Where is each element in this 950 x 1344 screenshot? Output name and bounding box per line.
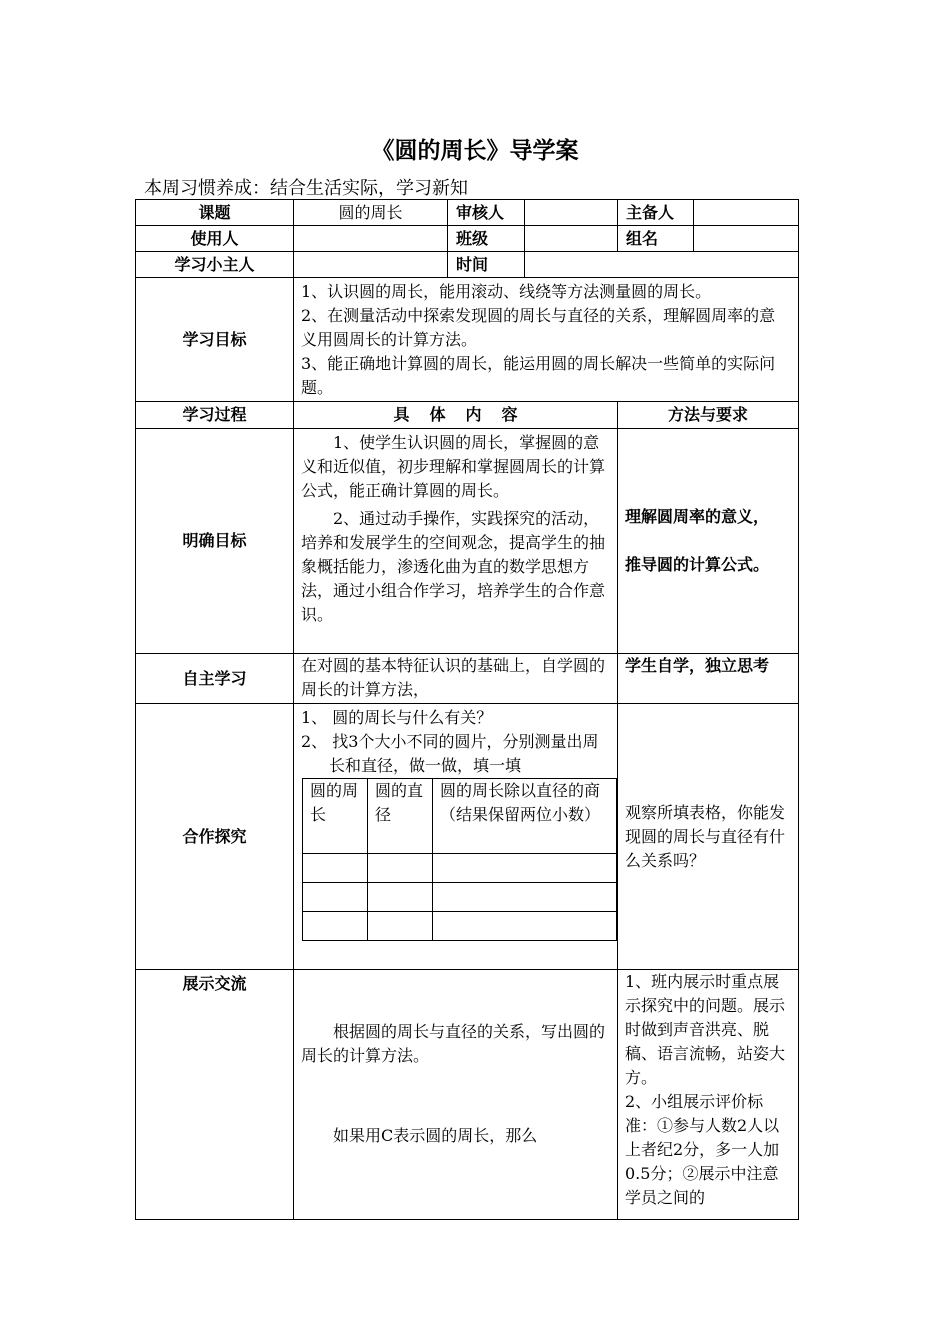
clear-goals-row — [136, 429, 799, 654]
cooperate-q2: 2、 找3个大小不同的圆片，分别测量出周长和直径，做一做，填一填 — [301, 732, 599, 775]
info-row-topic — [136, 200, 799, 226]
measure-cell[interactable] — [303, 854, 368, 883]
cooperate-row — [136, 704, 799, 970]
cooperate-method: 观察所填表格，你能发现圆的周长与直径有什么关系吗？ — [618, 704, 799, 970]
time-label: 时间 — [448, 252, 525, 278]
self-study-content: 在对圆的基本特征认识的基础上，自学圆的周长的计算方法， — [294, 654, 618, 704]
self-study-row — [136, 654, 799, 704]
host-label: 学习小主人 — [136, 252, 294, 278]
measure-header-quotient: 圆的周长除以直径的商（结果保留两位小数） — [433, 779, 617, 854]
clear-goals-content — [294, 429, 618, 654]
show-label: 展示交流 — [136, 970, 294, 1220]
header-row — [136, 402, 799, 429]
measure-cell[interactable] — [368, 912, 433, 941]
measure-cell[interactable] — [368, 883, 433, 912]
user-value[interactable] — [294, 226, 448, 252]
clear-goals-label: 明确目标 — [136, 429, 294, 654]
clear-goals-method-1: 理解圆周率的意义， — [625, 507, 770, 526]
main-preparer-label: 主备人 — [618, 200, 694, 226]
goals-content — [294, 278, 799, 402]
class-label: 班级 — [448, 226, 525, 252]
content-header — [294, 402, 618, 429]
measure-header-circumference: 圆的周长 — [303, 779, 368, 854]
clear-goals-method — [618, 429, 799, 654]
measure-cell[interactable] — [368, 854, 433, 883]
cooperate-q1: 1、 圆的周长与什么有关？ — [301, 708, 493, 727]
show-p1: 根据圆的周长与直径的关系，写出圆的周长的计算方法。 — [301, 1022, 606, 1065]
measure-table-row — [303, 912, 617, 941]
info-row-user — [136, 226, 799, 252]
measure-table — [302, 778, 617, 941]
reviewer-value[interactable] — [525, 200, 618, 226]
goal-item: 1、认识圆的周长，能用滚动、线绕等方法测量圆的周长。 — [301, 281, 712, 301]
info-row-host — [136, 252, 799, 278]
group-value[interactable] — [694, 226, 799, 252]
cooperate-label: 合作探究 — [136, 704, 294, 970]
habit-line: 本周习惯养成：结合生活实际，学习新知 — [144, 178, 468, 199]
class-value[interactable] — [525, 226, 618, 252]
topic-label: 课题 — [136, 200, 294, 226]
show-method-1: 1、班内展示时重点展示探究中的问题。展示时做到声音洪亮、脱稿、语言流畅，站姿大方。 — [625, 972, 786, 1087]
measure-cell[interactable] — [433, 912, 617, 941]
cooperate-content — [294, 704, 618, 970]
self-study-label: 自主学习 — [136, 654, 294, 704]
main-preparer-value[interactable] — [694, 200, 799, 226]
user-label: 使用人 — [136, 226, 294, 252]
measure-cell[interactable] — [303, 883, 368, 912]
goal-item: 2、在测量活动中探索发现圆的周长与直径的关系，理解圆周率的意义用圆周长的计算方法。 — [301, 305, 776, 349]
goals-label: 学习目标 — [136, 278, 294, 402]
self-study-method-text: 学生自学，独立思考 — [625, 656, 770, 675]
show-method — [618, 970, 799, 1220]
process-header: 学习过程 — [136, 402, 294, 429]
group-label: 组名 — [618, 226, 694, 252]
method-header: 方法与要求 — [618, 402, 799, 429]
goal-item: 3、能正确地计算圆的周长，能运用圆的周长解决一些简单的实际问题。 — [301, 353, 776, 397]
goals-row — [136, 278, 799, 402]
show-row — [136, 970, 799, 1220]
host-value[interactable] — [294, 252, 448, 278]
self-study-method — [618, 654, 799, 704]
measure-header-diameter: 圆的直径 — [368, 779, 433, 854]
study-guide-table — [135, 199, 799, 1220]
measure-cell[interactable] — [433, 854, 617, 883]
measure-table-row — [303, 883, 617, 912]
measure-table-row — [303, 854, 617, 883]
clear-goals-method-2: 推导圆的计算公式。 — [625, 555, 770, 574]
topic-value: 圆的周长 — [294, 200, 448, 226]
reviewer-label: 审核人 — [448, 200, 525, 226]
show-method-2: 2、小组展示评价标准：①参与人数2人以上者纪2分，多一人加0.5分；②展示中注意学员之间的 — [625, 1092, 780, 1207]
measure-cell[interactable] — [303, 912, 368, 941]
show-content — [294, 970, 618, 1220]
show-p2: 如果用C表示圆的周长，那么 — [333, 1126, 538, 1145]
measure-cell[interactable] — [433, 883, 617, 912]
content-header-text: 具体内容 — [393, 405, 538, 424]
time-value[interactable] — [525, 252, 799, 278]
measure-table-header — [303, 779, 617, 854]
page-title: 《圆的周长》导学案 — [371, 138, 579, 164]
clear-goals-p1: 1、使学生认识圆的周长，掌握圆的意义和近似值，初步理解和掌握圆周长的计算公式，能正确计算圆的周长。 — [301, 433, 606, 500]
clear-goals-p2: 2、通过动手操作，实践探究的活动，培养和发展学生的空间观念，提高学生的抽象概括能力，渗透化曲为直的数学思想方法，通过小组合作学习，培养学生的合作意识。 — [301, 509, 606, 624]
